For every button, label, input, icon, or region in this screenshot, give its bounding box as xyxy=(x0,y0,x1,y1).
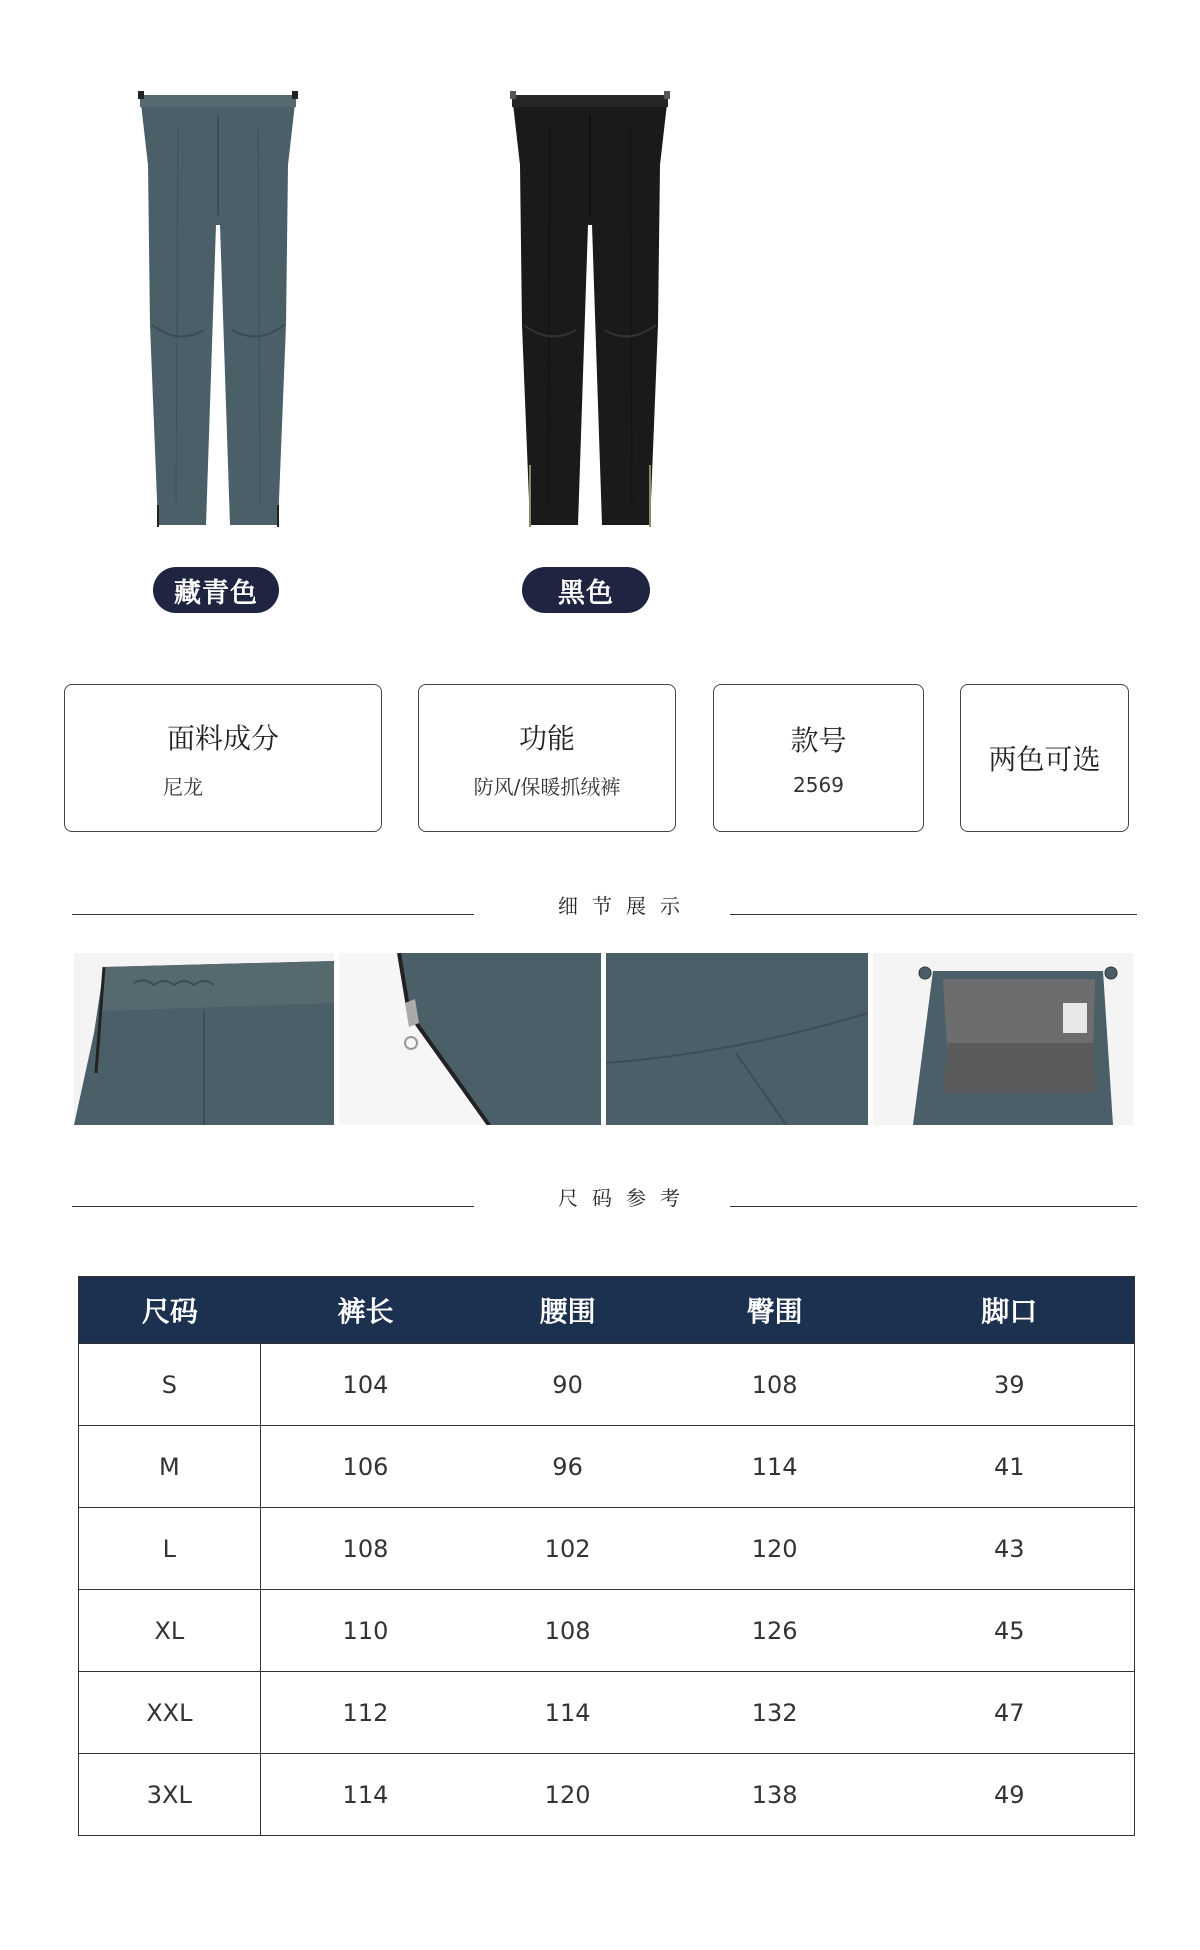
detail-photo-zipper xyxy=(339,953,601,1125)
info-title-two-colors: 两色可选 xyxy=(988,743,1101,776)
cell-hip: 108 xyxy=(751,1370,798,1399)
cell-size: XXL xyxy=(79,1672,261,1753)
cell-leg-opening: 45 xyxy=(993,1616,1025,1645)
info-title-style-number: 款号 xyxy=(790,724,847,757)
header-hip: 臀围 xyxy=(746,1295,803,1328)
header-waist: 腰围 xyxy=(539,1295,596,1328)
cell-length: 108 xyxy=(342,1534,389,1563)
info-value-fabric: 尼龙 xyxy=(163,774,203,799)
cell-size: 3XL xyxy=(79,1754,261,1835)
cell-length: 106 xyxy=(342,1452,389,1481)
cell-length: 104 xyxy=(342,1370,389,1399)
product-image-navy xyxy=(118,85,318,535)
cell-leg-opening: 43 xyxy=(993,1534,1025,1563)
color-label-black: 黑色 xyxy=(522,567,650,613)
info-box-fabric xyxy=(64,684,382,832)
cell-hip: 120 xyxy=(751,1534,798,1563)
cell-size: M xyxy=(79,1426,261,1507)
cell-length: 112 xyxy=(342,1698,389,1727)
table-row xyxy=(79,1589,1134,1671)
cell-leg-opening: 47 xyxy=(993,1698,1025,1727)
table-row xyxy=(79,1507,1134,1589)
size-table xyxy=(78,1276,1135,1836)
table-row xyxy=(79,1753,1134,1835)
divider-right xyxy=(730,914,1137,915)
cell-waist: 102 xyxy=(544,1534,591,1563)
table-row xyxy=(79,1425,1134,1507)
cell-leg-opening: 49 xyxy=(993,1780,1025,1809)
size-table-header xyxy=(79,1277,1134,1343)
cell-leg-opening: 41 xyxy=(993,1452,1025,1481)
product-image-black xyxy=(490,85,690,535)
divider-left xyxy=(72,914,474,915)
section-title-sizes: 尺码参考 xyxy=(558,1186,694,1210)
cell-waist: 96 xyxy=(552,1452,583,1481)
table-row xyxy=(79,1671,1134,1753)
section-title-details: 细节展示 xyxy=(558,894,694,918)
table-row xyxy=(79,1343,1134,1425)
info-box-two-colors xyxy=(960,684,1129,832)
cell-size: L xyxy=(79,1508,261,1589)
cell-waist: 114 xyxy=(544,1698,591,1727)
cell-hip: 138 xyxy=(751,1780,798,1809)
info-box-function xyxy=(418,684,676,832)
cell-hip: 114 xyxy=(751,1452,798,1481)
detail-photo-fabric xyxy=(606,953,868,1125)
cell-leg-opening: 39 xyxy=(993,1370,1025,1399)
cell-waist: 120 xyxy=(544,1780,591,1809)
header-size: 尺码 xyxy=(141,1295,198,1328)
info-title-function: 功能 xyxy=(518,721,575,755)
detail-photo-lining xyxy=(873,953,1133,1125)
cell-hip: 132 xyxy=(751,1698,798,1727)
detail-photo-waist xyxy=(74,953,334,1125)
header-leg-opening: 脚口 xyxy=(981,1295,1038,1328)
color-label-navy: 藏青色 xyxy=(153,567,279,613)
info-value-style-number: 2569 xyxy=(793,773,844,797)
cell-length: 110 xyxy=(342,1616,389,1645)
info-value-function: 防风/保暖抓绒裤 xyxy=(473,774,621,799)
info-title-fabric: 面料成分 xyxy=(166,721,279,755)
info-box-style-number xyxy=(713,684,924,832)
cell-waist: 108 xyxy=(544,1616,591,1645)
cell-length: 114 xyxy=(342,1780,389,1809)
header-length: 裤长 xyxy=(337,1295,394,1328)
cell-size: S xyxy=(79,1344,261,1425)
cell-waist: 90 xyxy=(552,1370,583,1399)
cell-size: XL xyxy=(79,1590,261,1671)
divider-right-sizes xyxy=(730,1206,1137,1207)
divider-left-sizes xyxy=(72,1206,474,1207)
cell-hip: 126 xyxy=(751,1616,798,1645)
